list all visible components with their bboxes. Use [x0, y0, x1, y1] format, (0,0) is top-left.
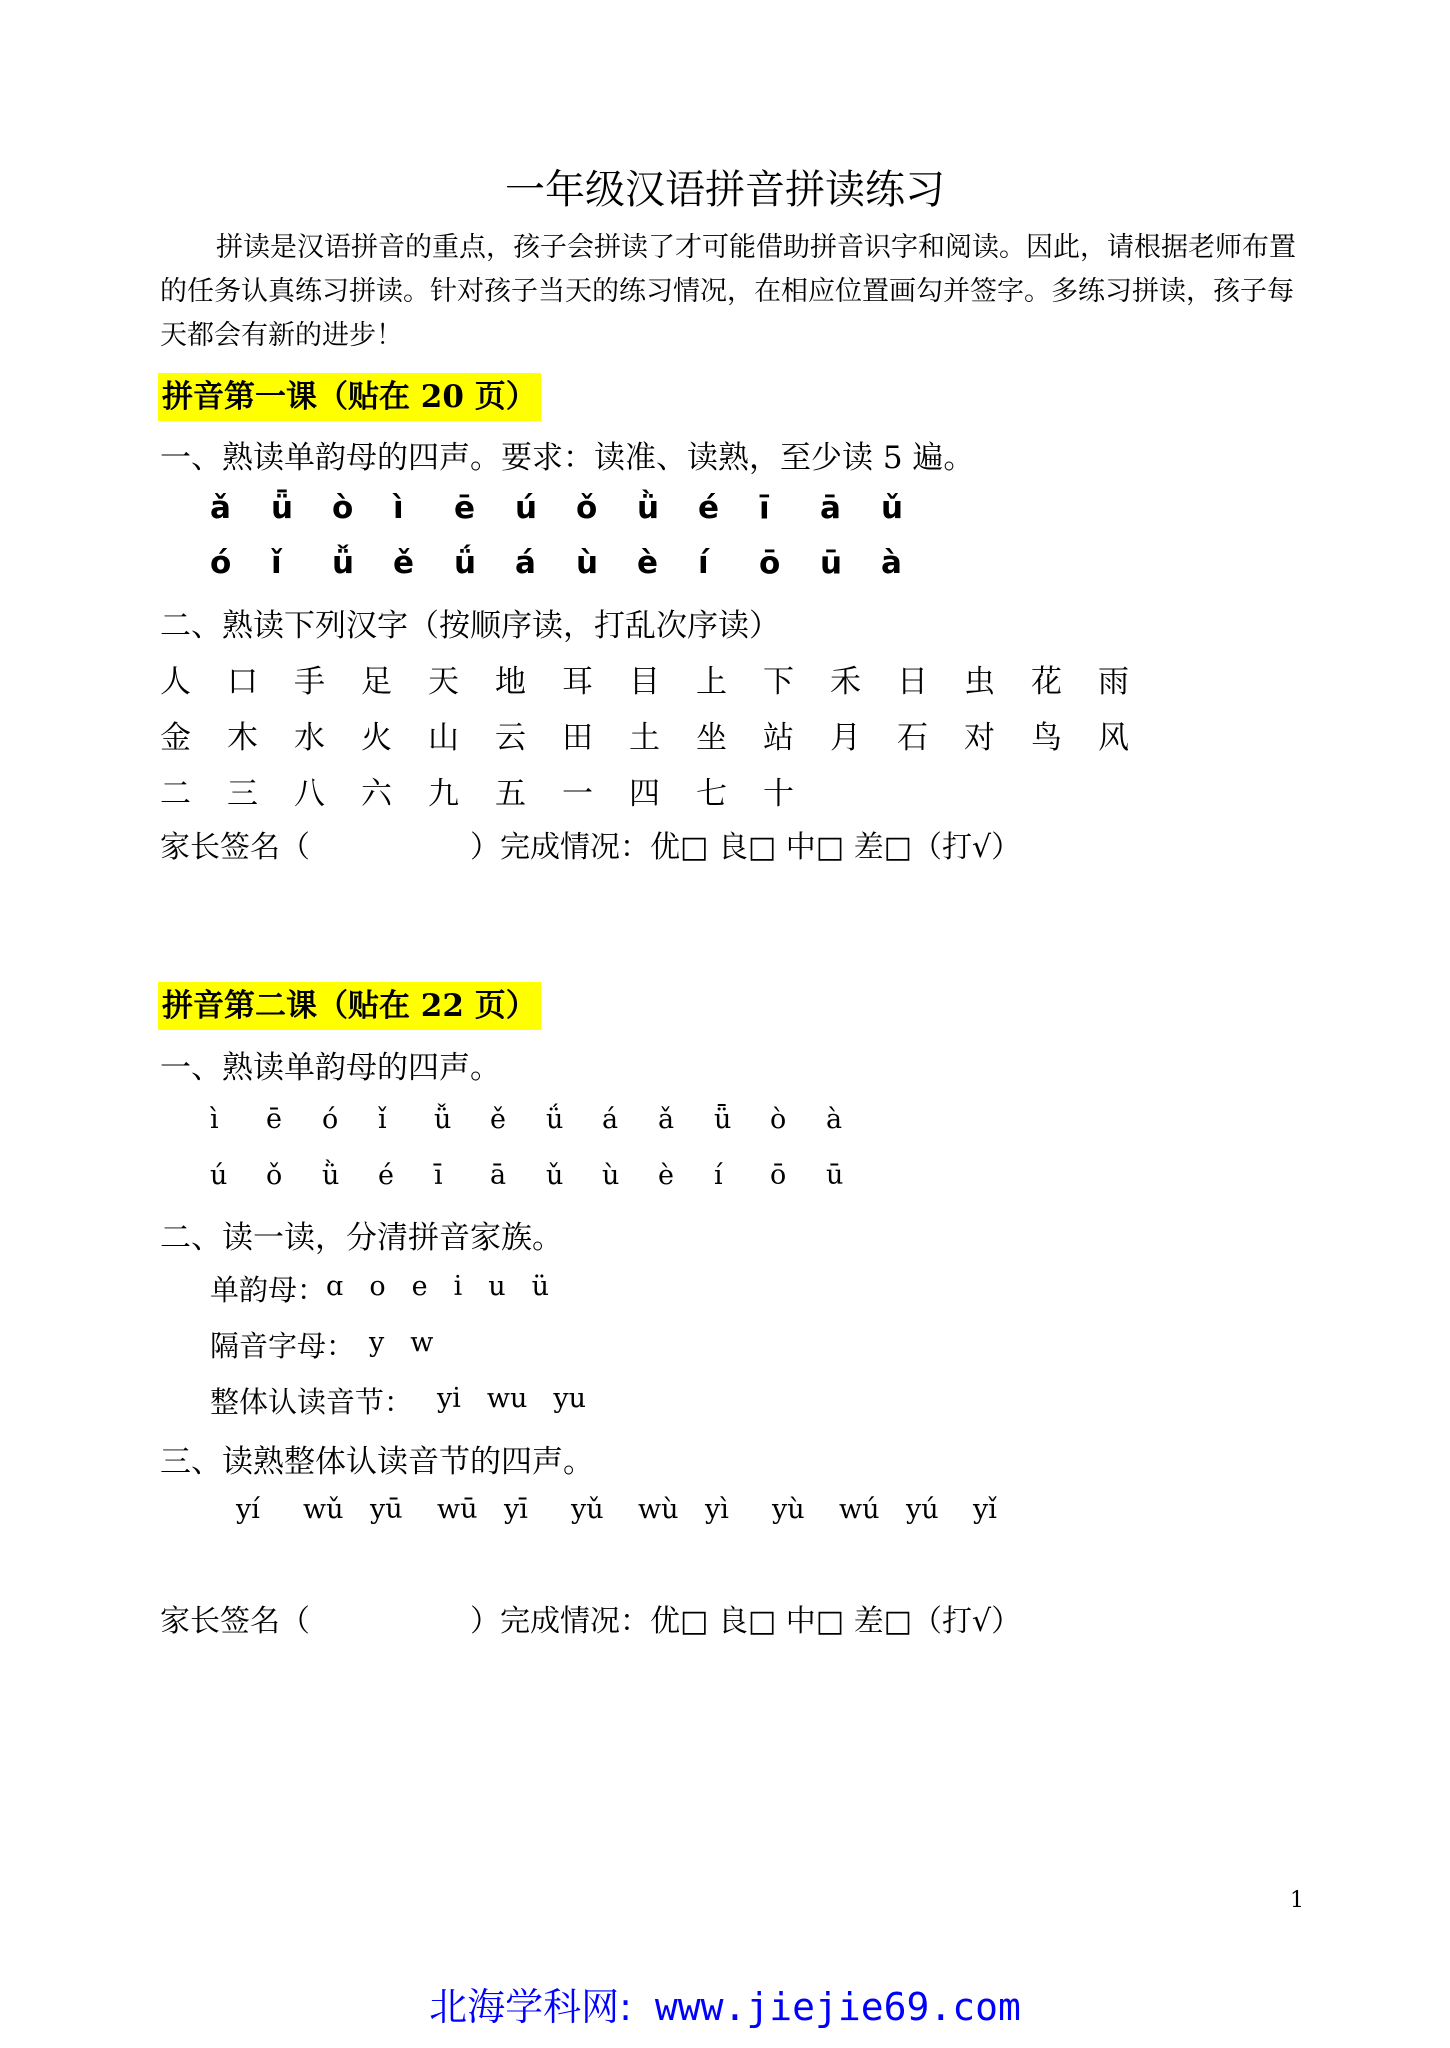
- lesson1-chars-row1-item: 耳: [562, 664, 593, 700]
- lesson2-syllables-item: yǔ: [571, 1494, 604, 1525]
- group1-label: 单韵母：: [210, 1273, 327, 1307]
- lesson2-tones-row1-item: ò: [770, 1104, 787, 1135]
- lesson2-syllables-item: yì: [705, 1494, 729, 1525]
- lesson2-tones-row1-item: ǚ: [434, 1104, 452, 1135]
- lesson2-syllables-item: yí: [236, 1494, 260, 1525]
- lesson1-chars-row1-item: 目: [629, 664, 660, 700]
- lesson2-tones-row2-item: ǒ: [266, 1160, 283, 1191]
- lesson1-tones-row2-item: ǘ: [454, 545, 477, 581]
- lesson2-tones-row1-item: ě: [490, 1104, 506, 1135]
- completion-status: ）完成情况：优□ 良□ 中□ 差□（打√）: [470, 830, 1022, 865]
- lesson1-chars-row1-item: 雨: [1098, 664, 1129, 700]
- lesson1-chars-row2-item: 云: [495, 720, 526, 756]
- lesson2-title: 拼音第二课（贴在 22 页）: [158, 982, 541, 1030]
- group2-items: [369, 1324, 459, 1365]
- group3-label: 整体认读音节：: [210, 1385, 414, 1419]
- lesson1-tones-row2-item: ě: [393, 545, 415, 581]
- lesson1-chars-row3-item: 一: [562, 776, 593, 812]
- lesson1-q1: 一、熟读单韵母的四声。要求：读准、读熟，至少读 5 遍。: [160, 440, 975, 476]
- lesson1-chars-row2: [160, 712, 1165, 757]
- lesson1-chars-row2-item: 木: [227, 720, 258, 756]
- group-single-finals: [210, 1268, 575, 1309]
- lesson1-q2: 二、熟读下列汉字（按顺序读，打乱次序读）: [160, 608, 780, 644]
- lesson1-sign-line: [160, 822, 1021, 866]
- lesson1-title: 拼音第一课（贴在 20 页）: [158, 373, 541, 421]
- parent-signature-label: 家长签名（: [160, 1604, 310, 1639]
- lesson2-q3: 三、读熟整体认读音节的四声。: [160, 1444, 594, 1480]
- lesson1-chars-row1: [160, 656, 1165, 701]
- lesson1-tones-row2-item: í: [698, 545, 709, 581]
- lesson1-chars-row3-item: 十: [763, 776, 794, 812]
- lesson2-tones-row1-item: ì: [210, 1104, 219, 1135]
- group1-items-item: e: [411, 1271, 428, 1302]
- lesson1-chars-row2-item: 站: [763, 720, 794, 756]
- lesson1-chars-row1-item: 花: [1031, 664, 1062, 700]
- signature-blank[interactable]: [310, 1596, 470, 1640]
- lesson2-tones-row2: [210, 1160, 882, 1191]
- lesson2-syllables-item: yú: [906, 1494, 939, 1525]
- lesson2-syllables-item: yǐ: [973, 1494, 997, 1525]
- completion-status: ）完成情况：优□ 良□ 中□ 差□（打√）: [470, 1604, 1022, 1639]
- group3-items-item: yi: [437, 1383, 461, 1414]
- lesson2-tones-row2-item: ī: [434, 1160, 443, 1191]
- lesson1-chars-row2-item: 坐: [696, 720, 727, 756]
- footer-watermark: [0, 1976, 1450, 2031]
- lesson2-tones-row2-item: é: [378, 1160, 394, 1191]
- lesson1-chars-row1-item: 天: [428, 664, 459, 700]
- lesson2-tones-row2-item: í: [714, 1160, 723, 1191]
- lesson2-tones-row1-item: ǖ: [714, 1104, 732, 1135]
- lesson1-chars-row2-item: 土: [629, 720, 660, 756]
- lesson1-chars-row2-item: 火: [361, 720, 392, 756]
- lesson2-syllables-item: wǔ: [303, 1494, 344, 1525]
- group1-items-item: u: [488, 1271, 506, 1302]
- lesson1-tones-row1-item: ǜ: [637, 490, 660, 526]
- lesson1-tones-row2: [210, 545, 942, 581]
- lesson1-chars-row2-item: 月: [830, 720, 861, 756]
- lesson1-tones-row1-item: ì: [393, 490, 404, 526]
- lesson2-syllables-item: wù: [638, 1494, 679, 1525]
- lesson1-chars-row3-item: 七: [696, 776, 727, 812]
- lesson2-tones-row2-item: ǔ: [546, 1160, 564, 1191]
- lesson2-syllables: [236, 1494, 1040, 1525]
- lesson1-chars-row1-item: 上: [696, 664, 727, 700]
- lesson2-syllables-item: yū: [370, 1494, 403, 1525]
- group1-items-item: o: [369, 1271, 386, 1302]
- lesson1-chars-row2-item: 山: [428, 720, 459, 756]
- lesson1-tones-row1-item: ē: [454, 490, 476, 526]
- lesson1-tones-row2-item: á: [515, 545, 536, 581]
- group2-label: 隔音字母：: [210, 1329, 356, 1363]
- lesson1-tones-row2-item: ó: [210, 545, 232, 581]
- lesson2-tones-row1: [210, 1104, 882, 1135]
- lesson1-tones-row2-item: ū: [820, 545, 843, 581]
- group-separator-letters: [210, 1324, 459, 1365]
- lesson1-chars-row2-item: 石: [897, 720, 928, 756]
- lesson1-tones-row1-item: ī: [759, 490, 770, 526]
- lesson1-chars-row3-item: 八: [294, 776, 325, 812]
- lesson1-tones-row2-item: è: [637, 545, 659, 581]
- group3-items-item: yu: [553, 1383, 587, 1414]
- group3-items: [437, 1380, 612, 1421]
- lesson1-tones-row2-item: ù: [576, 545, 599, 581]
- lesson2-tones-row1-item: à: [826, 1104, 843, 1135]
- lesson2-tones-row2-item: ù: [602, 1160, 620, 1191]
- lesson1-tones-row1-item: ǒ: [576, 490, 598, 526]
- group1-items: [326, 1268, 575, 1309]
- lesson1-tones-row1-item: ú: [515, 490, 538, 526]
- lesson2-sign-line: [160, 1596, 1021, 1640]
- lesson1-chars-row2-item: 水: [294, 720, 325, 756]
- lesson1-chars-row2-item: 风: [1098, 720, 1129, 756]
- lesson1-chars-row3-item: 二: [160, 776, 191, 812]
- lesson2-tones-row2-item: è: [658, 1160, 674, 1191]
- lesson2-tones-row1-item: ǎ: [658, 1104, 675, 1135]
- lesson2-q1: 一、熟读单韵母的四声。: [160, 1050, 501, 1086]
- lesson1-tones-row2-item: à: [881, 545, 902, 581]
- lesson1-chars-row2-item: 金: [160, 720, 191, 756]
- lesson1-chars-row3-item: 三: [227, 776, 258, 812]
- lesson1-tones-row1-item: ǔ: [881, 490, 904, 526]
- lesson1-chars-row3: [160, 768, 830, 813]
- lesson2-tones-row1-item: ǘ: [546, 1104, 564, 1135]
- lesson1-chars-row1-item: 人: [160, 664, 191, 700]
- group1-items-item: ü: [531, 1271, 549, 1302]
- lesson1-tones-row2-item: ǚ: [332, 545, 355, 581]
- lesson2-tones-row2-item: ō: [770, 1160, 787, 1191]
- group1-items-item: ɑ: [326, 1271, 344, 1302]
- footer-url[interactable]: www.jiejie69.com: [654, 1985, 1021, 2029]
- group2-items-item: w: [410, 1327, 434, 1358]
- lesson1-chars-row1-item: 禾: [830, 664, 861, 700]
- lesson1-tones-row1-item: ā: [820, 490, 841, 526]
- lesson2-syllables-item: yù: [772, 1494, 805, 1525]
- lesson2-tones-row1-item: á: [602, 1104, 619, 1135]
- parent-signature-label: 家长签名（: [160, 830, 310, 865]
- lesson2-syllables-item: yī: [504, 1494, 528, 1525]
- lesson1-chars-row1-item: 下: [763, 664, 794, 700]
- lesson2-syllables-item: wú: [839, 1494, 880, 1525]
- lesson1-chars-row1-item: 日: [897, 664, 928, 700]
- group1-items-item: i: [453, 1271, 463, 1302]
- lesson1-tones-row1-item: ǖ: [271, 490, 294, 526]
- group2-items-item: y: [369, 1327, 385, 1358]
- lesson1-chars-row2-item: 对: [964, 720, 995, 756]
- lesson1-tones-row1-item: ò: [332, 490, 354, 526]
- signature-blank[interactable]: [310, 822, 470, 866]
- lesson1-chars-row1-item: 手: [294, 664, 325, 700]
- lesson1-chars-row2-item: 鸟: [1031, 720, 1062, 756]
- lesson1-tones-row1-item: ǎ: [210, 490, 231, 526]
- lesson2-tones-row1-item: ó: [322, 1104, 339, 1135]
- lesson1-tones-row2-item: ō: [759, 545, 781, 581]
- lesson2-q2: 二、读一读，分清拼音家族。: [160, 1220, 563, 1256]
- lesson1-tones-row1: [210, 490, 942, 526]
- lesson2-syllables-item: wū: [437, 1494, 478, 1525]
- lesson1-chars-row1-item: 足: [361, 664, 392, 700]
- lesson2-tones-row2-item: ú: [210, 1160, 228, 1191]
- lesson1-tones-row1-item: é: [698, 490, 720, 526]
- group-whole-syllables: [210, 1380, 612, 1421]
- page-title: 一年级汉语拼音拼读练习: [505, 167, 945, 213]
- lesson1-chars-row3-item: 九: [428, 776, 459, 812]
- intro-paragraph: 拼读是汉语拼音的重点，孩子会拼读了才可能借助拼音识字和阅读。因此，请根据老师布置的任务认真练习拼读。针对孩子当天的练习情况，在相应位置画勾并签字。多练习拼读，孩子每天都会有新的进步！: [160, 232, 1296, 351]
- lesson1-chars-row3-item: 四: [629, 776, 660, 812]
- page-number: 1: [1290, 1888, 1304, 1913]
- lesson1-chars-row1-item: 口: [227, 664, 258, 700]
- group3-items-item: wu: [486, 1383, 528, 1414]
- lesson1-chars-row3-item: 五: [495, 776, 526, 812]
- lesson2-tones-row2-item: ǜ: [322, 1160, 340, 1191]
- lesson1-chars-row3-item: 六: [361, 776, 392, 812]
- lesson1-tones-row2-item: ǐ: [271, 545, 282, 581]
- lesson1-chars-row2-item: 田: [562, 720, 593, 756]
- footer-site-name: 北海学科网:: [429, 1985, 632, 2029]
- lesson1-chars-row1-item: 虫: [964, 664, 995, 700]
- lesson2-tones-row2-item: ū: [826, 1160, 844, 1191]
- lesson1-chars-row1-item: 地: [495, 664, 526, 700]
- lesson2-tones-row2-item: ā: [490, 1160, 507, 1191]
- lesson2-tones-row1-item: ē: [266, 1104, 282, 1135]
- lesson2-tones-row1-item: ǐ: [378, 1104, 387, 1135]
